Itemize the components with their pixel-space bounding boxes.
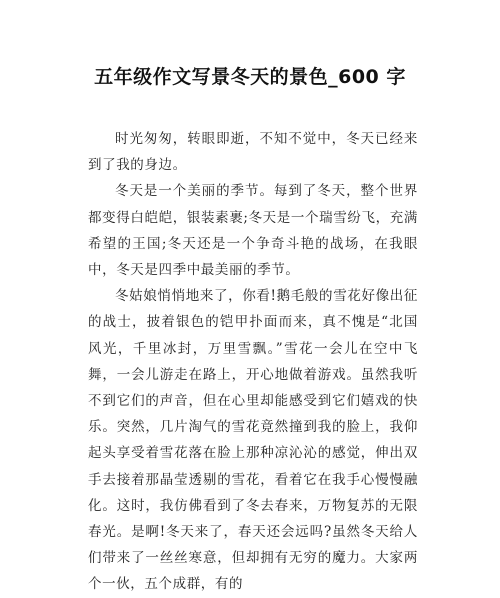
document-title: 五年级作文写景冬天的景色_600 字	[94, 66, 406, 88]
document-body	[88, 126, 418, 598]
paragraph-1: 时光匆匆，转眼即逝，不知不觉中，冬天已经来到了我的身边。	[88, 131, 418, 174]
paragraph-2: 冬天是一个美丽的季节。每到了冬天，整个世界都变得白皑皑，银装素裹;冬天是一个瑞雪纷飞，充满希望的王国;冬天还是一个争奇斗艳的战场，在我眼中，冬天是四季中最美丽的季节。	[88, 183, 418, 279]
paragraph-3: 冬姑娘悄悄地来了，你看!鹅毛般的雪花好像出征的战士，披着银色的铠甲扑面而来，真不愧是“北国风光，千里冰封，万里雪飘。”雪花一会儿在空中飞舞，一会儿游走在路上，开心地做着游戏。虽然我听不到它们的声音，但在心里却能感受到它们嬉戏的快乐。突然，几片淘气的雪花竟然撞到我的脸上，我仰起头享受着雪花落在脸上那种凉沁沁的感觉，伸出双手去接着那晶莹透剔的雪花，看着它在我手心慢慢融化。这时，我仿佛看到了冬去春来，万物复苏的无限春光。是啊!冬天来了，春天还会远吗?虽然冬天给人们带来了一丝丝寒意，但却拥有无穷的魔力。大家两个一伙，五个成群，有的	[88, 288, 418, 593]
